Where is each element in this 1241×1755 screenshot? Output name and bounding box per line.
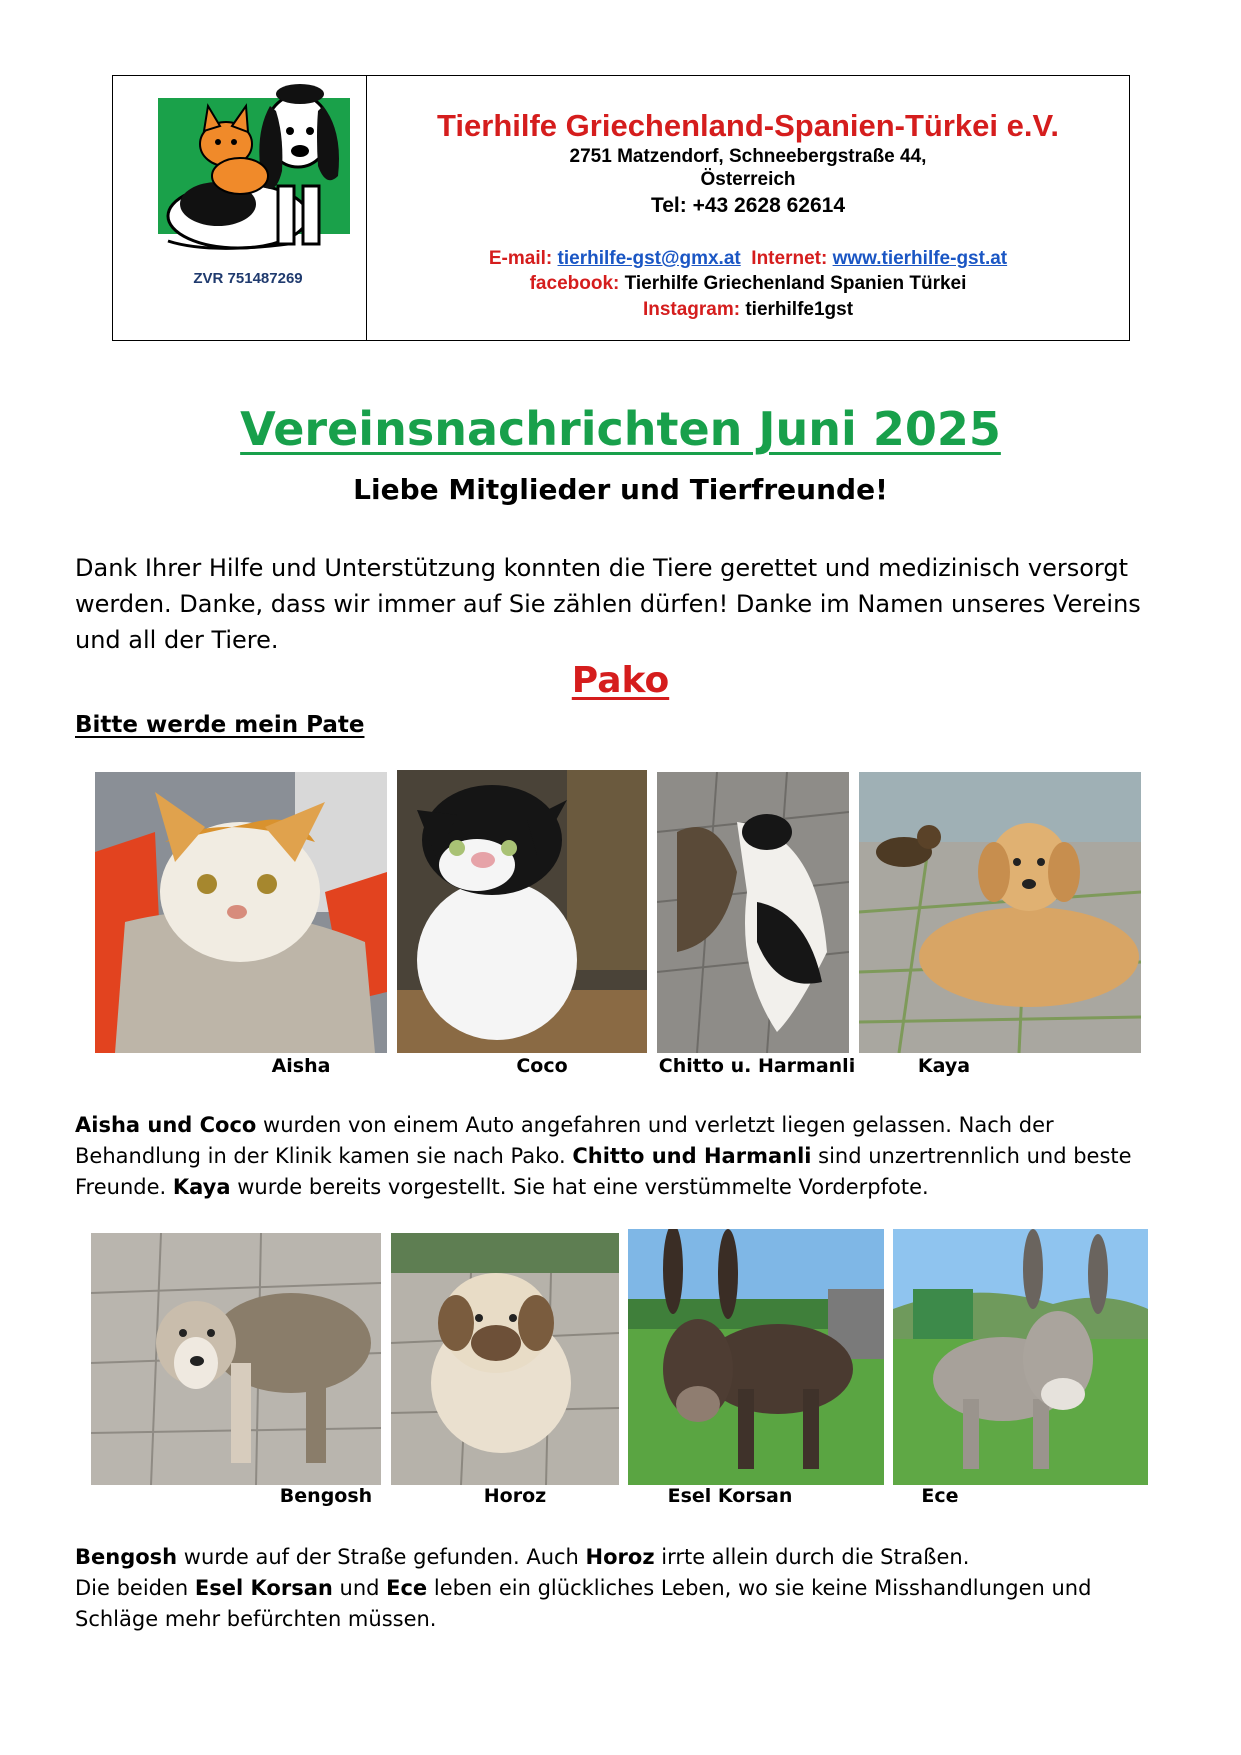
email-link[interactable]: tierhilfe-gst@gmx.at	[557, 248, 741, 269]
caption-esel-korsan: Esel Korsan	[667, 1485, 793, 1507]
name-bengosh: Bengosh	[75, 1545, 178, 1569]
name-esel-korsan: Esel Korsan	[194, 1576, 333, 1600]
photo-coco	[397, 770, 647, 1053]
caption-kaya: Kaya	[917, 1055, 971, 1077]
contact-line	[367, 248, 1129, 270]
caption-aisha: Aisha	[271, 1055, 331, 1077]
text-segment: irrte allein durch die Straßen.	[654, 1545, 970, 1569]
facebook-name: Tierhilfe Griechenland Spanien Türkei	[624, 273, 967, 294]
organization-name: Tierhilfe Griechenland-Spanien-Türkei e.V.	[437, 108, 1059, 143]
name-aisha-coco: Aisha und Coco	[75, 1113, 257, 1137]
text-segment: wurde auf der Straße gefunden. Auch	[177, 1545, 586, 1569]
photo-aisha	[95, 772, 387, 1053]
caption-chitto-harmanli: Chitto u. Harmanli	[658, 1055, 856, 1077]
facebook-label: facebook:	[529, 273, 620, 294]
zvr-number: ZVR 751487269	[193, 270, 303, 287]
text-segment: leben ein glückliches Leben, wo sie keine Misshandlungen und Schläge mehr befürchten müssen.	[75, 1576, 1092, 1631]
photo-ece	[893, 1229, 1148, 1485]
website-link[interactable]: www.tierhilfe-gst.at	[832, 248, 1008, 269]
photo-esel-korsan	[628, 1229, 884, 1485]
instagram-name: tierhilfe1gst	[745, 299, 854, 320]
internet-label: Internet:	[751, 248, 828, 269]
address-street: 2751 Matzendorf, Schneebergstraße 44,	[569, 146, 927, 167]
text-segment: Die beiden	[75, 1576, 195, 1600]
organization-logo	[158, 76, 350, 259]
paragraph-row1	[75, 1110, 1165, 1203]
caption-bengosh: Bengosh	[279, 1485, 373, 1507]
paragraph-row2-line2	[75, 1573, 1165, 1635]
name-kaya: Kaya	[172, 1175, 231, 1199]
name-chitto-harmanli: Chitto und Harmanli	[572, 1144, 812, 1168]
section-title-pako: Pako	[571, 660, 670, 701]
photo-horoz	[391, 1233, 619, 1485]
caption-horoz: Horoz	[483, 1485, 547, 1507]
telephone: Tel: +43 2628 62614	[650, 194, 845, 217]
text-segment: wurden von einem Auto angefahren und verletzt liegen gelassen. Nach der Behandlung in der Klinik kamen sie nach Pako.	[75, 1113, 1054, 1168]
name-ece: Ece	[386, 1576, 428, 1600]
caption-ece: Ece	[921, 1485, 959, 1507]
greeting: Liebe Mitglieder und Tierfreunde!	[353, 473, 888, 506]
photo-kaya	[859, 772, 1141, 1053]
newsletter-title: Vereinsnachrichten Juni 2025	[240, 402, 1001, 456]
sponsor-subheading: Bitte werde mein Pate	[75, 712, 365, 738]
text-segment: wurde bereits vorgestellt. Sie hat eine verstümmelte Vorderpfote.	[230, 1175, 929, 1199]
address-country: Österreich	[700, 169, 796, 190]
photo-bengosh	[91, 1233, 381, 1485]
name-horoz: Horoz	[585, 1545, 655, 1569]
facebook-line	[367, 273, 1129, 295]
photo-chitto-harmanli	[657, 772, 849, 1053]
email-label: E-mail:	[488, 248, 553, 269]
text-segment: und	[332, 1576, 387, 1600]
instagram-label: Instagram:	[642, 299, 741, 320]
instagram-line	[367, 299, 1129, 321]
paragraph-row2-line1	[75, 1542, 1165, 1573]
intro-paragraph: Dank Ihrer Hilfe und Unterstützung konnten die Tiere gerettet und medizinisch versorgt werden. Danke, dass wir immer auf Sie zählen dürfen! Danke im Namen unseres Vereins und all der Tiere.	[75, 554, 1141, 654]
text-segment: sind unzertrennlich und beste Freunde.	[75, 1144, 1132, 1199]
caption-coco: Coco	[516, 1055, 568, 1077]
